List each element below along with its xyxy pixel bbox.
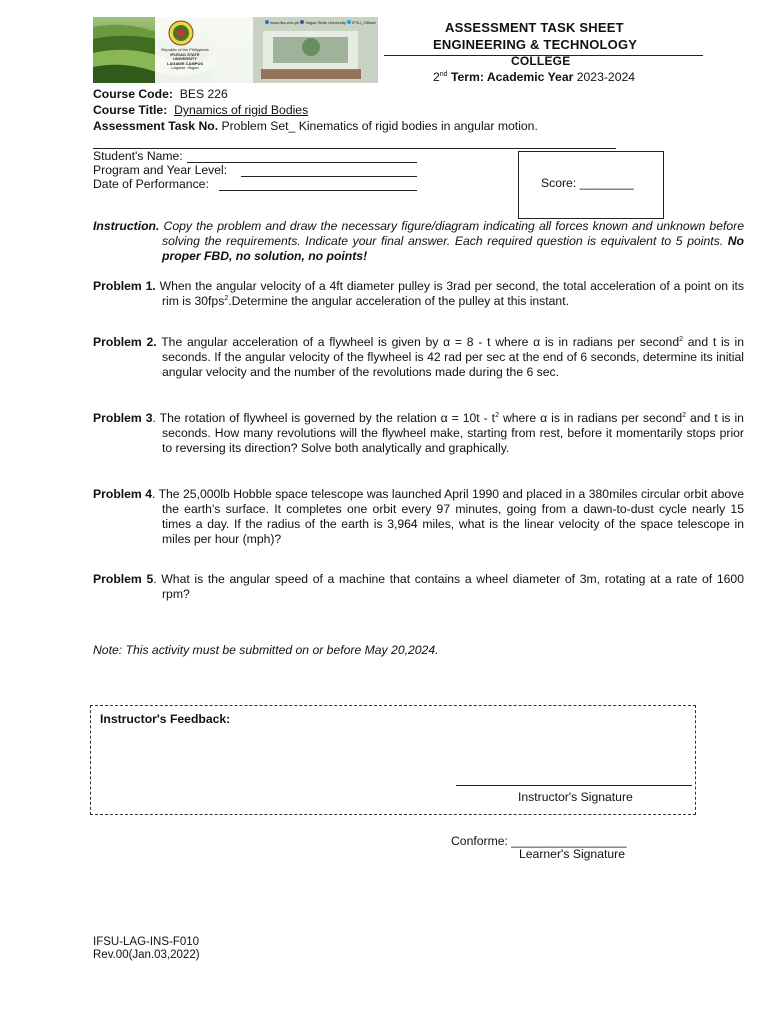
score-label: Score: ________	[541, 176, 634, 190]
banner-university: IFUGAO STATE UNIVERSITY	[170, 51, 200, 62]
banner-social-links	[265, 20, 375, 26]
problem-3-text-c: and t is in seconds. How many revolutions will the flywheel make, starting from rest, before it momentarily stops prior to reversing its direction? Solve both analytically and graphically.	[162, 411, 744, 455]
problem-3-text-a: . The rotation of flywheel is governed by the relation α = 10t - t	[152, 411, 496, 425]
problem-1	[93, 279, 744, 309]
problem-1-text-a: When the angular velocity of a 4ft diameter pulley is 3rad per second, the total acceleration of a point on its rim is 30fps	[159, 279, 745, 308]
term-label: Term: Academic Year	[447, 70, 577, 84]
date-label: Date of Performance:	[93, 177, 209, 191]
banner-location: Lagawe, Ifugao	[171, 65, 199, 71]
problem-5-text: . What is the angular speed of a machine that contains a wheel diameter of 3m, rotating at a rate of 1600 rpm?	[153, 572, 744, 601]
submission-note: Note: This activity must be submitted on or before May 20,2024.	[93, 643, 439, 657]
problem-5-label: Problem 5	[93, 572, 154, 586]
form-revision: Rev.00(Jan.03,2022)	[93, 949, 200, 961]
form-footer	[93, 936, 200, 962]
course-code-value: BES 226	[179, 87, 228, 101]
instruction-label: Instruction.	[93, 219, 160, 233]
learner-signature-label: Learner's Signature	[519, 847, 625, 861]
college-title: ENGINEERING & TECHNOLOGY	[433, 37, 638, 52]
twitter-icon	[347, 20, 351, 24]
header-banner	[93, 17, 378, 83]
banner-website: www.ifsu.edu.ph	[270, 20, 300, 25]
instruction-emphasis: No proper FBD, no solution, no points!	[162, 234, 744, 263]
instruction-paragraph	[93, 219, 744, 264]
date-field[interactable]	[219, 190, 417, 191]
facebook-icon	[300, 20, 304, 24]
course-title-label: Course Title:	[93, 103, 168, 117]
course-code-label: Course Code:	[93, 87, 173, 101]
problem-3	[93, 411, 744, 456]
course-title-row	[93, 102, 308, 118]
banner-twitter: IFSU_Official	[352, 20, 376, 25]
term-number: 2	[433, 70, 440, 84]
problem-3-sup2: 2	[682, 411, 687, 419]
problem-4-text: . The 25,000lb Hobble space telescope was launched April 1990 and placed in a 380miles circular orbit above the earth's surface. It completes one orbit every 97 minutes, going from a dawn-to-dust cycle nearly 15 times a day. If the radius of the earth is 3,964 miles, what is the linear velocity of the space telescope in miles per hour (mph)?	[151, 487, 744, 546]
web-icon	[265, 20, 269, 24]
problem-5	[93, 572, 744, 602]
problem-2	[93, 335, 744, 380]
course-title-value: Dynamics of rigid Bodies	[174, 103, 309, 117]
term-suffix: nd	[439, 70, 448, 78]
score-box	[518, 151, 664, 219]
problem-1-text-b: .Determine the angular acceleration of the pulley at this instant.	[228, 294, 569, 308]
program-field[interactable]	[241, 176, 417, 177]
task-label: Assessment Task No.	[93, 119, 219, 133]
term-line	[433, 70, 635, 84]
instructor-signature-label: Instructor's Signature	[518, 790, 633, 804]
college-word: COLLEGE	[511, 54, 571, 68]
assessment-task-row	[93, 118, 538, 134]
problem-4-label: Problem 4	[93, 487, 152, 501]
problem-3-label: Problem 3	[93, 411, 153, 425]
banner-campus: LAGAWE CAMPUS	[167, 60, 203, 66]
problem-3-sup: 2	[495, 411, 499, 419]
task-value: Problem Set_ Kinematics of rigid bodies in angular motion.	[221, 119, 538, 133]
program-label: Program and Year Level:	[93, 163, 228, 177]
problem-3-text-b: where α is in radians per second	[498, 411, 683, 425]
sheet-title: ASSESSMENT TASK SHEET	[445, 20, 624, 35]
course-code-row	[93, 86, 228, 102]
problem-4	[93, 487, 744, 547]
form-code: IFSU-LAG-INS-F010	[93, 936, 200, 948]
term-year: 2023-2024	[576, 70, 636, 84]
feedback-label: Instructor's Feedback:	[100, 712, 231, 726]
instruction-text: Copy the problem and draw the necessary figure/diagram indicating all forces known and unknown before solving the requirements. Indicate your final answer. Each required question is equivalent to 5 points.	[162, 219, 744, 248]
problem-1-sup: 2	[224, 294, 229, 302]
banner-facebook: Ifugao State University	[305, 20, 346, 25]
instructor-signature-line	[456, 785, 692, 786]
problem-2-text-a: The angular acceleration of a flywheel is given by α = 8 - t where α is in radians per second	[161, 335, 680, 349]
banner-republic: Republic of the Philippines	[161, 47, 209, 52]
rice-terraces-image	[93, 17, 378, 83]
problem-2-sup: 2	[679, 335, 684, 343]
problem-1-label: Problem 1.	[93, 279, 156, 293]
problem-2-label: Problem 2.	[93, 335, 157, 349]
problem-2-text-b: and t is in seconds. If the angular velocity of the flywheel is 42 rad per sec at the end of 6 seconds, determine its initial angular velocity and the number of the revolutions made during the 6 sec.	[162, 335, 745, 379]
conforme-label: Conforme: _________________	[451, 834, 627, 848]
university-seal-icon	[168, 20, 194, 46]
student-name-label: Student's Name:	[93, 149, 183, 163]
